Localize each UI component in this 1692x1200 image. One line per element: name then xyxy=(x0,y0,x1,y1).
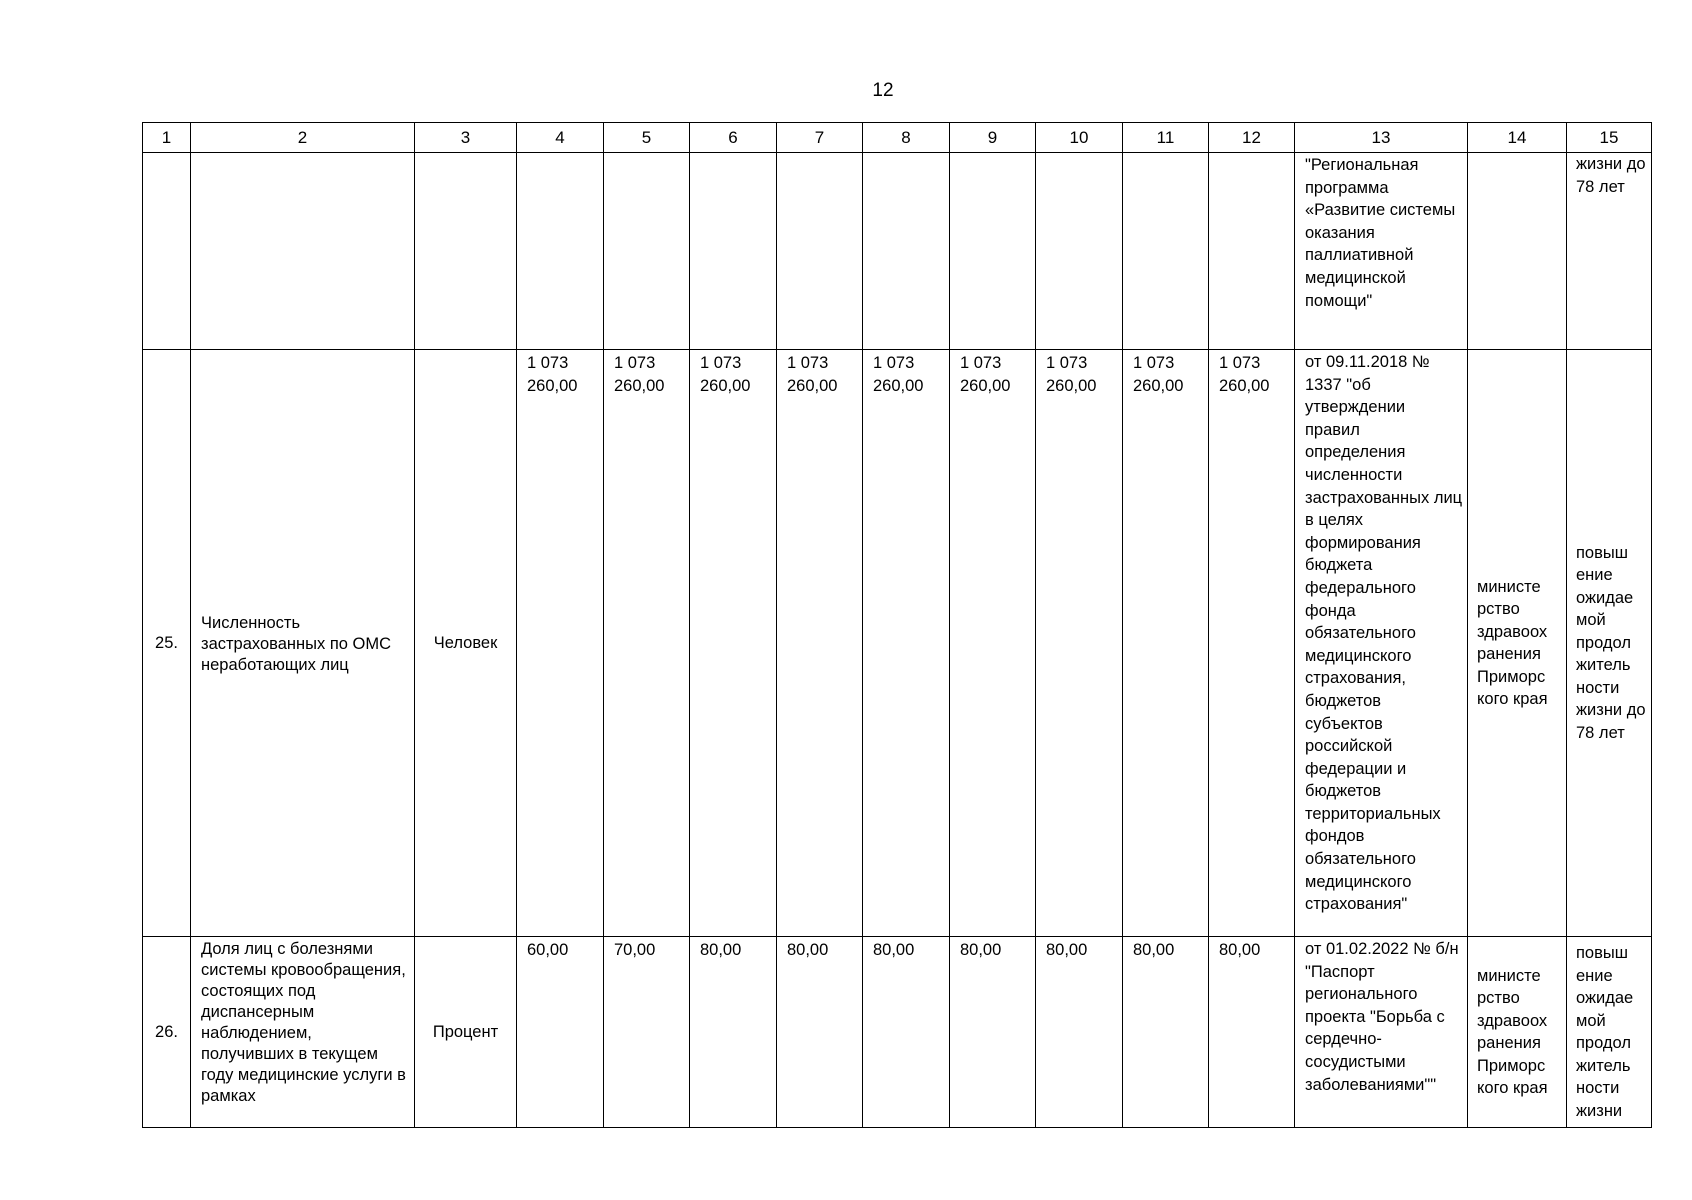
indicator-name xyxy=(191,153,415,350)
goal-cell: повыш ение ожидае мой продол житель ности жизни до 78 лет xyxy=(1567,350,1652,937)
value-cell xyxy=(950,153,1036,350)
header-cell: 4 xyxy=(517,123,604,153)
value-cell: 60,00 xyxy=(517,937,604,1128)
indicator-name: Численность застрахованных по ОМС неработающих лиц xyxy=(191,350,415,937)
responsible-cell xyxy=(1468,153,1567,350)
value-cell: 1 073 260,00 xyxy=(690,350,777,937)
indicators-table xyxy=(142,122,1652,1128)
header-cell: 2 xyxy=(191,123,415,153)
value-cell xyxy=(517,153,604,350)
header-cell: 9 xyxy=(950,123,1036,153)
value-cell: 80,00 xyxy=(1209,937,1295,1128)
responsible-cell: министе рство здравоох ранения Приморс кого края xyxy=(1468,350,1567,937)
value-cell xyxy=(777,153,863,350)
value-cell: 1 073 260,00 xyxy=(1036,350,1123,937)
unit-cell: Человек xyxy=(415,350,517,937)
indicator-name: Доля лиц с болезнями системы кровообращения, состоящих под диспансерным наблюдением, получивших в текущем году медицинские услуги в рамках xyxy=(191,937,415,1128)
unit-cell: Процент xyxy=(415,937,517,1128)
header-cell: 1 xyxy=(143,123,191,153)
value-cell: 1 073 260,00 xyxy=(517,350,604,937)
row-number xyxy=(143,153,191,350)
value-cell xyxy=(690,153,777,350)
value-cell: 1 073 260,00 xyxy=(604,350,690,937)
row-number: 26. xyxy=(143,937,191,1128)
header-cell: 11 xyxy=(1123,123,1209,153)
table-row xyxy=(143,350,1652,937)
value-cell: 80,00 xyxy=(777,937,863,1128)
row-number: 25. xyxy=(143,350,191,937)
document-cell: от 01.02.2022 № б/н "Паспорт регионального проекта "Борьба с сердечно-сосудистыми заболеваниями"" xyxy=(1295,937,1468,1128)
header-cell: 15 xyxy=(1567,123,1652,153)
value-cell: 1 073 260,00 xyxy=(1209,350,1295,937)
header-cell: 6 xyxy=(690,123,777,153)
value-cell xyxy=(1036,153,1123,350)
table-row xyxy=(143,937,1652,1128)
header-cell: 14 xyxy=(1468,123,1567,153)
value-cell: 70,00 xyxy=(604,937,690,1128)
value-cell xyxy=(604,153,690,350)
header-cell: 10 xyxy=(1036,123,1123,153)
header-cell: 8 xyxy=(863,123,950,153)
value-cell: 1 073 260,00 xyxy=(1123,350,1209,937)
value-cell: 1 073 260,00 xyxy=(863,350,950,937)
page-number: 12 xyxy=(872,80,894,101)
value-cell: 1 073 260,00 xyxy=(950,350,1036,937)
unit-cell xyxy=(415,153,517,350)
goal-cell: повыш ение ожидае мой продол житель ности жизни xyxy=(1567,937,1652,1128)
header-cell: 7 xyxy=(777,123,863,153)
goal-cell: жизни до 78 лет xyxy=(1567,153,1652,350)
document-cell: от 09.11.2018 № 1337 "об утверждении правил определения численности застрахованных лиц в целях формирования бюджета федерального фонда обязательного медицинского страхования, бюджетов субъектов российской федерации и бюджетов территориальных фондов обязательного медицинского страхования" xyxy=(1295,350,1468,937)
header-cell: 3 xyxy=(415,123,517,153)
header-cell: 13 xyxy=(1295,123,1468,153)
value-cell: 80,00 xyxy=(863,937,950,1128)
value-cell xyxy=(1209,153,1295,350)
value-cell: 80,00 xyxy=(1036,937,1123,1128)
header-row xyxy=(143,123,1652,153)
document-cell: "Региональная программа «Развитие системы оказания паллиативной медицинской помощи" xyxy=(1295,153,1468,350)
header-cell: 12 xyxy=(1209,123,1295,153)
header-cell: 5 xyxy=(604,123,690,153)
table-row xyxy=(143,153,1652,350)
value-cell: 80,00 xyxy=(1123,937,1209,1128)
responsible-cell: министе рство здравоох ранения Приморс кого края xyxy=(1468,937,1567,1128)
value-cell: 80,00 xyxy=(690,937,777,1128)
value-cell xyxy=(1123,153,1209,350)
value-cell: 1 073 260,00 xyxy=(777,350,863,937)
value-cell xyxy=(863,153,950,350)
value-cell: 80,00 xyxy=(950,937,1036,1128)
